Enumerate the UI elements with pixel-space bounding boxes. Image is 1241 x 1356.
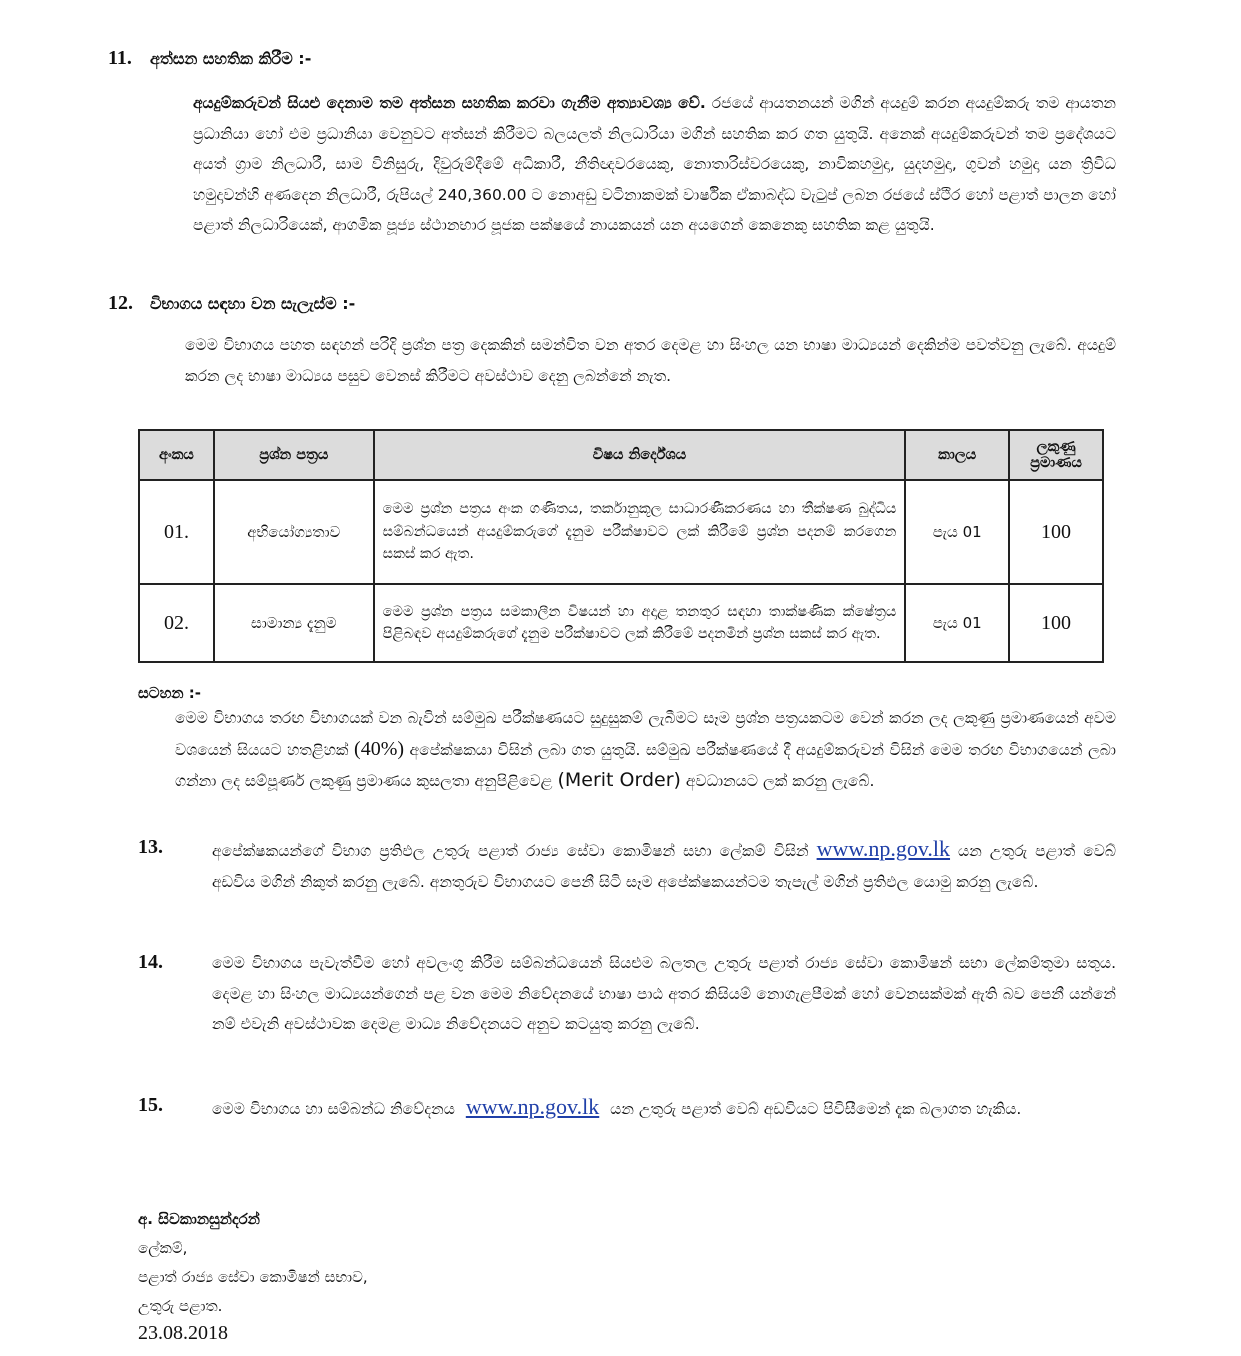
signatory-organization: පළාත් රාජ්‍ය සේවා කොමිෂන් සභාව, — [138, 1268, 368, 1286]
signatory-title: ලේකම්, — [138, 1239, 188, 1257]
note-paragraph — [175, 703, 1116, 797]
signature-block — [138, 1205, 368, 1345]
section-13-number: 13. — [138, 836, 163, 858]
np-website-link[interactable]: www.np.gov.lk — [816, 836, 951, 861]
section-11-lead: අයදුම්කරුවන් සියළු දෙනාම තම අත්සන සහතික කරවා ගැනීම අත්‍යාවශ්‍ය වේ. — [193, 94, 706, 112]
row-marks: 100 — [1009, 584, 1103, 662]
exam-plan-table — [138, 429, 1104, 663]
row-syllabus: මෙම ප්‍රශ්න පත්‍රය සමකාලීන විෂයන් හා අදාළ තනතුර සඳහා තාක්ෂණික ක්ෂේත්‍රය පිළිබඳව අයදුම්කරුගේ දැනුම පරීක්ෂාවට ලක් කිරීමේ පදනමින් ප්‍රශ්න සකස් කර ඇත. — [374, 584, 906, 662]
section-15-paragraph — [212, 1092, 1116, 1125]
row-number: 01. — [139, 480, 214, 584]
table-row — [139, 480, 1103, 584]
section-12-intro: මෙම විභාගය පහත සඳහන් පරිදි ප්‍රශ්න පත්‍ර දෙකකින් සමන්විත වන අතර දෙමළ හා සිංහල යන භාෂා මාධ්‍යයන් දෙකින්ම පවත්වනු ලැබේ. අයදුම් කරන ලද භාෂා මාධ්‍යය පසුව වෙනස් කිරීමට අවස්ථාව දෙනු ලබන්නේ නැත. — [185, 336, 1116, 385]
section-14-number: 14. — [138, 951, 163, 973]
row-paper: අභියෝග්‍යතාව — [214, 480, 374, 584]
note-text-a: මෙම විභාගය තරඟ විභාගයක් වන බැවින් සම්මුඛ පරීක්ෂණයට සුදුසුකම් ලැබීමට සෑම ප්‍රශ්න පත්‍රයකටම වෙන් කරන ලද ලකුණු ප්‍රමාණයෙන් අවම වශයෙන් සියයට හතළිහක් — [175, 709, 1116, 759]
section-11-number: 11. — [108, 47, 132, 69]
header-time: කාලය — [905, 430, 1009, 480]
signature-date: 23.08.2018 — [138, 1322, 228, 1344]
header-marks: ලකුණු ප්‍රමාණය — [1009, 430, 1103, 480]
row-marks: 100 — [1009, 480, 1103, 584]
note-text-b: අපේක්ෂකයා විසින් ලබා ගත යුතුයි. සම්මුඛ පරීක්ෂණයේ දී අයදුම්කරුවන් විසින් මෙම තරඟ විභාගයෙන් ලබා ගන්නා ලද සම්පූර්ණ ලකුණු ප්‍රමාණය කුසලතා අනුපිළිවෙළ — [175, 740, 1116, 790]
table-header-row — [139, 430, 1103, 480]
section-12-title: විභාගය සඳහා වන සැලැස්ම :- — [150, 294, 356, 313]
section-11-title: අත්සන සහතික කිරීම :- — [150, 49, 312, 68]
row-syllabus: මෙම ප්‍රශ්න පත්‍රය අංක ගණිතය, තර්කානුකූල සාධාරණීකරණය හා තීක්ෂණ බුද්ධිය සම්බන්ධයෙන් අයදුම්කරුගේ දැනුම පරීක්ෂාවට ලක් කිරීමේ ප්‍රශ්න පදනම් කරගෙන සකස් කර ඇත. — [374, 480, 906, 584]
signatory-name: අ. සිවකානසුන්දරන් — [138, 1210, 260, 1228]
section-11-body: රජයේ ආයතනයන් මගින් අයදුම් කරන අයදුම්කරු තම ආයතන ප්‍රධානියා හෝ එම ප්‍රධානියා වෙනුවට අත්සන් කිරීමට බලයලත් නිලධාරියා මගින් සහතික කර ගත යුතුයි. අනෙක් අයදුම්කරුවන් තම ප්‍රදේශයට අයත් ග්‍රාම නිලධාරී, සාම විනිසුරු, දිවුරුම්දීමේ අධිකාරී, නීතිඥවරයෙකු, නොතාරිස්වරයෙකු, නාවිකහමුදා, යුදහමුදා, ගුවන් හමුදා යන ත්‍රිවිධ හමුදාවන්හි අණදෙන නිලධාරී, රුපියල් 240,360.00 ට නොඅඩු වටිනාකමක් වාර්ෂික ඒකාබද්ධ වැටුප් ලබන රජයේ ස්ථිර හෝ පළාත් පාලන හෝ පළාත් නිලධාරියෙක්, ආගමික පූජ්‍ය ස්ථානභාර පූජක පක්ෂයේ නායකයන් යන අයගෙන් කෙනෙකු සහතික කළ යුතුයි. — [193, 94, 1116, 234]
section-12-number: 12. — [108, 292, 133, 314]
signatory-province: උතුරු පළාත. — [138, 1297, 223, 1315]
note-text-c: අවධානයට ලක් කරනු ලැබේ. — [685, 772, 875, 790]
header-number: අංකය — [139, 430, 214, 480]
note-title: සටහන :- — [138, 684, 202, 702]
section-14-paragraph: මෙම විභාගය පැවැත්වීම හෝ අවලංගු කිරීම සම්බන්ධයෙන් සියළුම බලතල උතුරු පළාත් රාජ්‍ය සේවා කොමිෂන් සභා ලේකම්තුමා සතුය. දෙමළ හා සිංහල මාධ්‍යයන්ගෙන් පළ වන මෙම නිවේදනයේ භාෂා පාඨ අතර කිසියම් නොගැළපීමක් හෝ වෙනසක්මක් ඇති බව පෙනී යන්නේ නම් එවැනි අවස්ථාවක දෙමළ මාධ්‍ය නිවේදනයට අනුව කටයුතු කරනු ලැබේ. — [212, 954, 1116, 1033]
row-time: පැය 01 — [905, 584, 1009, 662]
header-syllabus: විෂය නිර්දේශය — [374, 430, 906, 480]
row-paper: සාමාන්‍ය දැනුම — [214, 584, 374, 662]
header-paper: ප්‍රශ්න පත්‍රය — [214, 430, 374, 480]
section-11-paragraph — [193, 88, 1116, 241]
row-number: 02. — [139, 584, 214, 662]
section-15-text-a: මෙම විභාගය හා සම්බන්ධ නිවේදනය — [212, 1100, 455, 1118]
note-percentage: (40%) — [354, 737, 405, 760]
section-13-text-a: අපේක්ෂකයන්ගේ විභාග ප්‍රතිඵල උතුරු පළාත් රාජ්‍ය සේවා කොමිෂන් සභා ලේකම් විසින් — [212, 842, 809, 860]
row-time: පැය 01 — [905, 480, 1009, 584]
np-website-link[interactable]: www.np.gov.lk — [465, 1094, 600, 1119]
section-15-text-b: යන උතුරු පළාත් වෙබ් අඩවියට පිවිසීමෙන් දැක බලාගත හැකිය. — [610, 1100, 1022, 1118]
note-merit-order: (Merit Order) — [557, 769, 681, 791]
section-15-number: 15. — [138, 1094, 163, 1116]
section-13-paragraph — [212, 834, 1116, 897]
section-13-text-b: යන උතුරු පළාත් වෙබ් අඩවිය මගින් නිකුත් කරනු ලැබේ. අනතුරුව විභාගයට පෙනී සිටි සෑම අපේක්ෂකයන්ටම තැපැල් මගින් ප්‍රතිඵල යොමු කරනු ලැබේ. — [212, 842, 1116, 891]
table-row — [139, 584, 1103, 662]
